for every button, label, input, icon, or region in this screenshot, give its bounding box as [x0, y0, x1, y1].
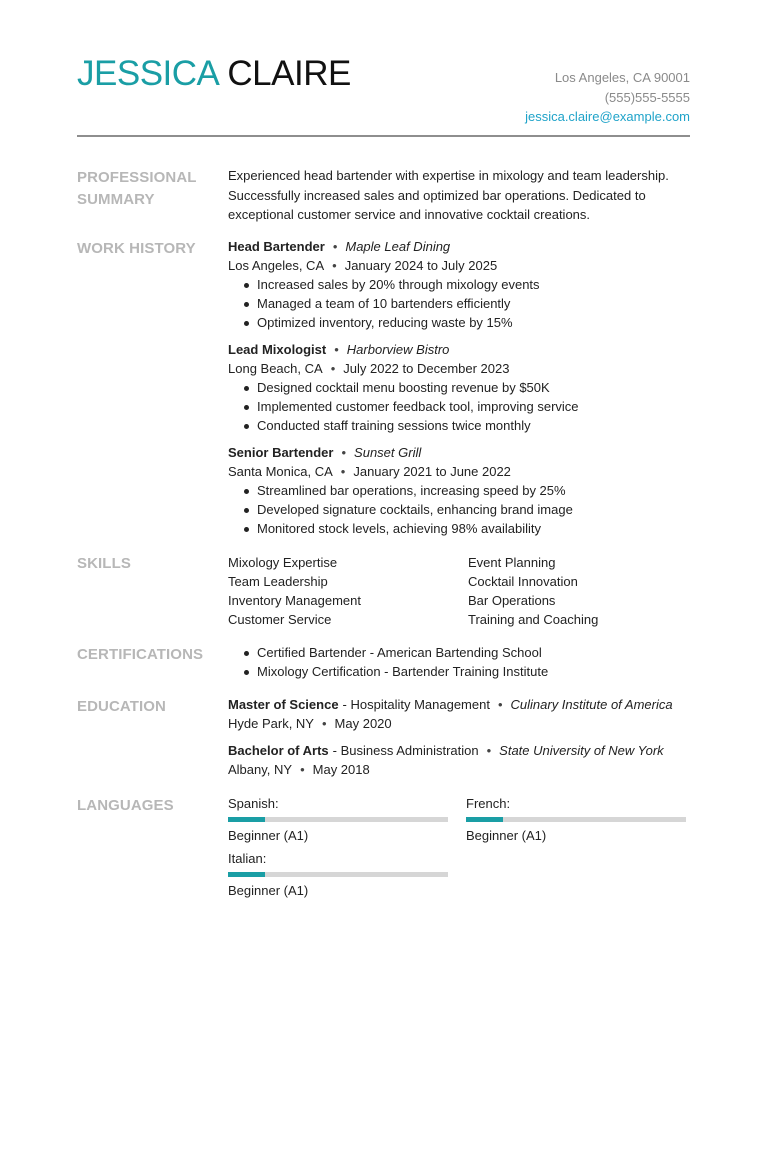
language-proficiency-bar — [228, 817, 448, 822]
job-title-line — [228, 443, 690, 462]
job-location-line — [228, 462, 690, 481]
language-proficiency-fill — [228, 872, 265, 877]
education-entry — [228, 741, 690, 779]
school-name: State University of New York — [499, 743, 664, 758]
language-level: Beginner (A1) — [466, 828, 547, 843]
bullet-item: Managed a team of 10 bartenders efficiently — [257, 294, 690, 313]
degree: Master of Science — [228, 697, 339, 712]
skill-item: Team Leadership — [228, 574, 328, 589]
email-link[interactable]: jessica.claire@example.com — [525, 109, 690, 124]
first-name: JESSICA — [77, 54, 220, 93]
job-location-line — [228, 359, 690, 378]
job-title: Senior Bartender — [228, 445, 334, 460]
language-item — [228, 795, 448, 845]
header-divider — [77, 135, 690, 137]
company-name: Sunset Grill — [354, 445, 422, 460]
job-bullets — [228, 481, 690, 538]
skill-item: Training and Coaching — [468, 612, 599, 627]
last-name: CLAIRE — [227, 54, 351, 93]
graduation-date: May 2018 — [312, 762, 370, 777]
degree: Bachelor of Arts — [228, 743, 329, 758]
job-location: Los Angeles, CA — [228, 258, 325, 273]
skill-item: Customer Service — [228, 612, 332, 627]
education-location-line — [228, 760, 690, 779]
separator-dot: • — [340, 464, 346, 479]
skill-item: Cocktail Innovation — [468, 574, 578, 589]
skill-item: Event Planning — [468, 555, 556, 570]
field-of-study: - Hospitality Management — [342, 697, 490, 712]
separator-dot: • — [332, 239, 338, 254]
language-proficiency-bar — [466, 817, 686, 822]
separator-dot: • — [497, 697, 503, 712]
skill-item: Bar Operations — [468, 593, 556, 608]
summary-heading-line2: SUMMARY — [77, 191, 155, 208]
separator-dot: • — [321, 716, 327, 731]
job-dates: July 2022 to December 2023 — [343, 361, 510, 376]
bullet-item: Optimized inventory, reducing waste by 15% — [257, 313, 690, 332]
language-name: French: — [466, 796, 511, 811]
address: Los Angeles, CA 90001 — [554, 70, 690, 85]
job-dates: January 2024 to July 2025 — [344, 258, 498, 273]
job-title: Lead Mixologist — [228, 342, 327, 357]
language-item — [466, 795, 686, 845]
school-location: Hyde Park, NY — [228, 716, 314, 731]
separator-dot: • — [332, 258, 337, 273]
language-proficiency-bar — [228, 872, 448, 877]
language-name: Spanish: — [228, 796, 279, 811]
bullet-item: Conducted staff training sessions twice monthly — [257, 416, 690, 435]
certifications-list — [228, 643, 690, 681]
language-level: Beginner (A1) — [228, 883, 309, 898]
job-bullets — [228, 275, 690, 332]
summary-text: Experienced head bartender with expertise in mixology and team leadership. Successfully increased sales and optimized bar operations. Dedicated to exceptional customer service and innovative cocktail creations. — [228, 168, 669, 222]
bullet-item: Monitored stock levels, achieving 98% availability — [257, 519, 690, 538]
skills-heading: SKILLS — [77, 555, 131, 572]
languages-grid — [228, 795, 690, 900]
education-degree-line — [228, 695, 690, 714]
separator-dot: • — [486, 743, 492, 758]
certification-item: Certified Bartender - American Bartending School — [257, 643, 690, 662]
job-title: Head Bartender — [228, 239, 325, 254]
work-history-heading: WORK HISTORY — [77, 240, 196, 257]
job-location: Long Beach, CA — [228, 361, 323, 376]
bullet-item: Streamlined bar operations, increasing speed by 25% — [257, 481, 690, 500]
job-location: Santa Monica, CA — [228, 464, 333, 479]
job-bullets — [228, 378, 690, 435]
skill-item: Mixology Expertise — [228, 555, 338, 570]
separator-dot: • — [300, 762, 305, 777]
separator-dot: • — [330, 361, 336, 376]
work-history-list — [228, 237, 690, 538]
field-of-study: - Business Administration — [332, 743, 479, 758]
education-degree-line — [228, 741, 690, 760]
job-entry — [228, 340, 690, 435]
phone: (555)555-5555 — [604, 89, 690, 105]
company-name: Maple Leaf Dining — [345, 239, 451, 254]
certification-item: Mixology Certification - Bartender Training Institute — [257, 662, 690, 681]
job-entry — [228, 443, 690, 538]
job-entry — [228, 237, 690, 332]
job-title-line — [228, 237, 690, 256]
bullet-item: Developed signature cocktails, enhancing brand image — [257, 500, 690, 519]
language-level: Beginner (A1) — [228, 828, 309, 843]
education-location-line — [228, 714, 690, 733]
language-proficiency-fill — [466, 817, 503, 822]
candidate-name — [77, 52, 351, 96]
school-location: Albany, NY — [228, 762, 293, 777]
separator-dot: • — [334, 342, 339, 357]
languages-heading: LANGUAGES — [77, 797, 174, 814]
job-dates: January 2021 to June 2022 — [353, 464, 511, 479]
bullet-item: Implemented customer feedback tool, improving service — [257, 397, 690, 416]
bullet-item: Increased sales by 20% through mixology events — [257, 275, 690, 294]
bullet-item: Designed cocktail menu boosting revenue by $50K — [257, 378, 690, 397]
summary-heading — [77, 167, 207, 211]
school-name: Culinary Institute of America — [510, 697, 673, 712]
certifications-heading: CERTIFICATIONS — [77, 646, 204, 663]
language-name: Italian: — [228, 851, 267, 866]
company-name: Harborview Bistro — [346, 342, 450, 357]
education-heading: EDUCATION — [77, 698, 166, 715]
education-entry — [228, 695, 690, 733]
contact-info — [525, 68, 690, 127]
language-item — [228, 850, 448, 900]
job-location-line — [228, 256, 690, 275]
skill-item: Inventory Management — [228, 593, 361, 608]
language-proficiency-fill — [228, 817, 265, 822]
job-title-line — [228, 340, 690, 359]
summary-heading-line1: PROFESSIONAL — [77, 169, 197, 186]
education-list — [228, 695, 690, 779]
skills-grid — [228, 553, 690, 629]
graduation-date: May 2020 — [334, 716, 392, 731]
separator-dot: • — [341, 445, 347, 460]
